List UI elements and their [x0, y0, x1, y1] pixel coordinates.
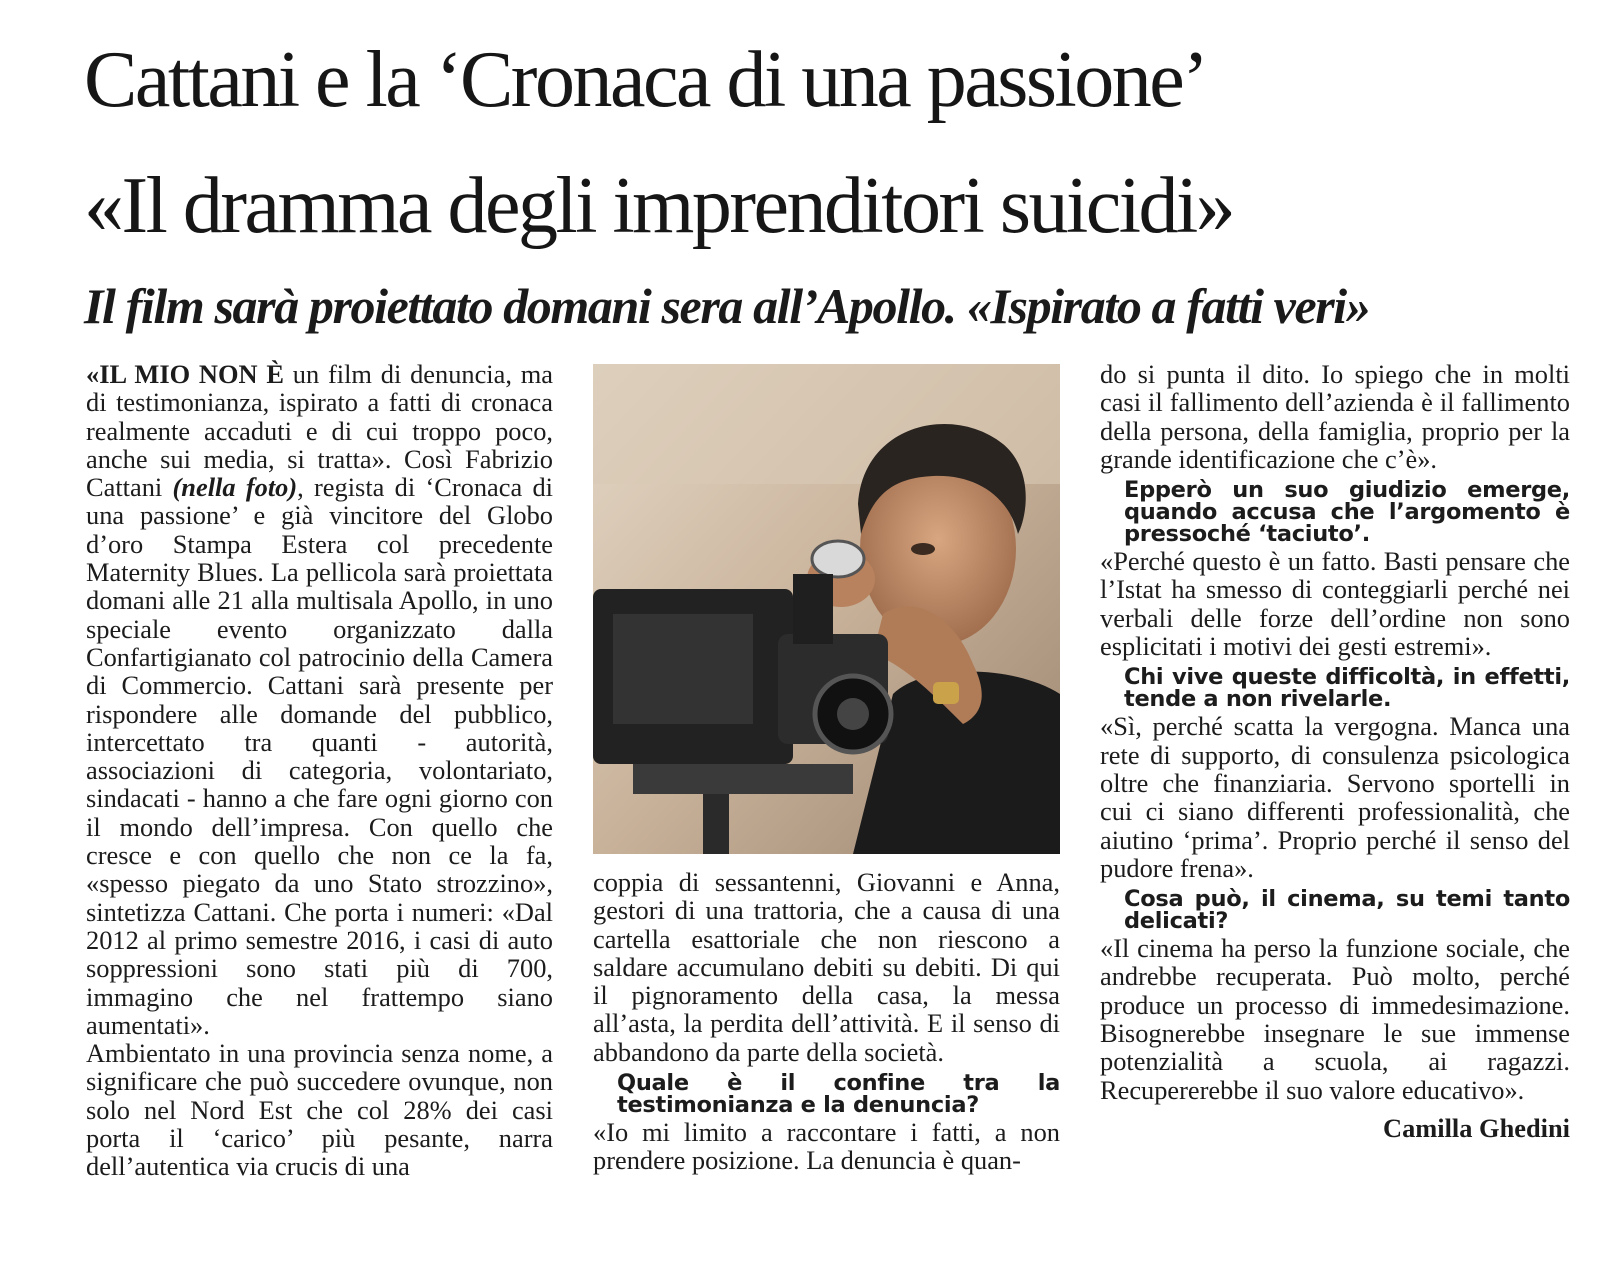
photo-reference: (nella foto) [172, 472, 298, 503]
paragraph: Ambientato in una provincia senza nome, a significare che può succedere ovunque, non solo nel Nord Est che col 28% dei casi porta il ‘carico’ più pesante, narra dell’autentica via crucis di una [86, 1038, 553, 1182]
interview-question: Cosa può, il cinema, su temi tanto delicati? [1124, 886, 1570, 935]
article-photo [593, 364, 1060, 854]
interview-question: Chi vive queste difficoltà, in effetti, tende a non rivelarle. [1124, 664, 1570, 713]
headline-line-1: Cattani e la ‘Cronaca di una passione’ [84, 36, 1207, 124]
article-column-3 [1100, 360, 1570, 1265]
interview-answer: «Il cinema ha perso la funzione sociale, che andrebbe recuperata. Può molto, perché produce un processo di immedesimazione. Bisognerebbe insegnare le sue immense potenzialità a scuola, ai ragazzi. Recupererebbe il suo valore educativo». [1100, 933, 1570, 1105]
interview-answer: «Sì, perché scatta la vergogna. Manca una rete di supporto, di consulenza psicologica oltre che finanziaria. Servono sportelli in cui ci siano differenti professionalità, che aiutino ‘prima’. Proprio perché il senso del pudore frena». [1100, 711, 1570, 883]
article-column-1 [86, 360, 553, 1265]
interview-question: Epperò un suo giudizio emerge, quando accusa che l’argomento è pressoché ‘taciuto’. [1124, 477, 1570, 548]
man-with-film-camera-icon [593, 364, 1060, 854]
interview-answer: do si punta il dito. Io spiego che in molti casi il fallimento dell’azienda è il fallimento della persona, della famiglia, proprio per la grande identificazione che c’è». [1100, 360, 1570, 474]
byline: Camilla Ghedini [1383, 1112, 1570, 1143]
lead-in: «IL MIO NON È [86, 360, 284, 389]
interview-answer: «Io mi limito a raccontare i fatti, a non prendere posizione. La denuncia è quan- [593, 1117, 1060, 1176]
text: un film di denuncia, ma di testimonianza, ispirato a fatti di cronaca realmente accaduti e di cui troppo poco, anche sui media, si tratta». Così Fabrizio Cattani [86, 360, 553, 503]
headline-line-2: «Il dramma degli imprenditori suicidi» [84, 162, 1234, 250]
interview-question: Quale è il confine tra la testimonianza e la denuncia? [617, 1070, 1060, 1119]
subtitle: Il film sarà proiettato domani sera all’Apollo. «Ispirato a fatti veri» [84, 278, 1370, 334]
paragraph: coppia di sessantenni, Giovanni e Anna, gestori di una trattoria, che a causa di una cartella esattoriale che non riescono a saldare accumulano debiti su debiti. Di qui il pignoramento della casa, la messa all’asta, la perdita dell’attività. E il senso di abbandono da parte della società. [593, 868, 1060, 1067]
interview-answer: «Perché questo è un fatto. Basti pensare che l’Istat ha smesso di conteggiarli perché nei verbali delle forze dell’ordine non sono esplicitati i motivi dei gesti estremi». [1100, 546, 1570, 662]
article-column-2 [593, 868, 1060, 1263]
text: , regista di ‘Cronaca di una passione’ e già vincitore del Globo d’oro Stampa Estera col precedente Maternity Blues. La pellicola sarà proiettata domani alle 21 alla multisala Apollo, in uno speciale evento organizzato dalla Confartigianato col patrocinio della Camera di Commercio. Cattani sarà presente per rispondere alle domande del pubblico, intercettato tra quanti - autorità, associazioni di categoria, volontariato, sindacati - hanno a che fare ogni giorno con il mondo dell’impresa. Con quello che cresce e con quello che non ce la fa, «spesso piegato da uno Stato strozzino», sintetizza Cattani. Che porta i numeri: «Dal 2012 al primo semestre 2016, i casi di auto soppressioni sono stati più di 700, immagino che nel frattempo siano aumentati». [86, 472, 553, 1040]
paragraph [86, 360, 553, 1039]
